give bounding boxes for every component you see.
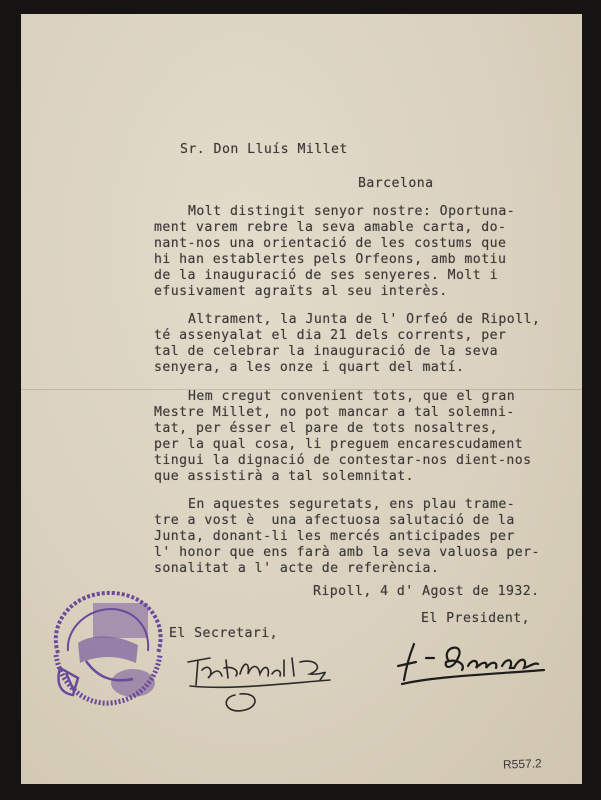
text-line: sonalitat a l' acte de referència. xyxy=(154,561,440,576)
text-line: tal de celebrar la inauguració de la seva xyxy=(154,344,498,359)
text-line: efusivament agraïts al seu interès. xyxy=(154,284,448,299)
text-line: tingui la dignació de contestar-nos dient-nos xyxy=(154,453,532,468)
text-line: tre a vost è una afectuosa salutació de la xyxy=(154,513,515,528)
text-line: l' honor que ens farà amb la seva valuosa per- xyxy=(154,545,540,560)
archive-reference: R557.2 xyxy=(502,756,542,772)
president-label: El President, xyxy=(421,611,531,626)
text-line: Junta, donant-li les mercés anticipades per xyxy=(154,529,515,544)
text-line: per la qual cosa, li preguem encarescudament xyxy=(154,437,524,452)
text-line: En aquestes seguretats, ens plau trame- xyxy=(188,497,516,512)
text-line: Mestre Millet, no pot mancar a tal solemni- xyxy=(154,405,515,420)
text-line: ment varem rebre la seva amable carta, do- xyxy=(154,220,507,235)
text-line: hi han establertes pels Orfeons, amb motiu xyxy=(154,252,507,267)
text-line: Molt distingit senyor nostre: Oportuna- xyxy=(188,204,516,219)
text-line: Altrament, la Junta de l' Orfeó de Ripoll, xyxy=(188,312,541,327)
place-and-date: Ripoll, 4 d' Agost de 1932. xyxy=(313,584,540,599)
text-line: que assistirà a tal solemnitat. xyxy=(154,469,415,484)
president-signature xyxy=(396,632,546,692)
text-line: de la inauguració de ses senyeres. Molt i xyxy=(154,268,498,283)
recipient-city: Barcelona xyxy=(358,176,434,191)
text-line: nant-nos una orientació de les costums que xyxy=(154,236,507,251)
text-line: Hem cregut convenient tots, que el gran xyxy=(188,389,516,404)
text-line: té assenyalat el dia 21 dels corrents, per xyxy=(154,328,507,343)
text-line: tat, per ésser el pare de tots nosaltres, xyxy=(154,421,498,436)
society-seal-stamp xyxy=(38,583,173,713)
text-line: senyera, a les onze i quart del matí. xyxy=(154,360,465,375)
recipient-name: Sr. Don Lluís Millet xyxy=(180,142,348,157)
secretary-signature xyxy=(180,640,345,720)
secretary-label: El Secretari, xyxy=(169,626,279,641)
